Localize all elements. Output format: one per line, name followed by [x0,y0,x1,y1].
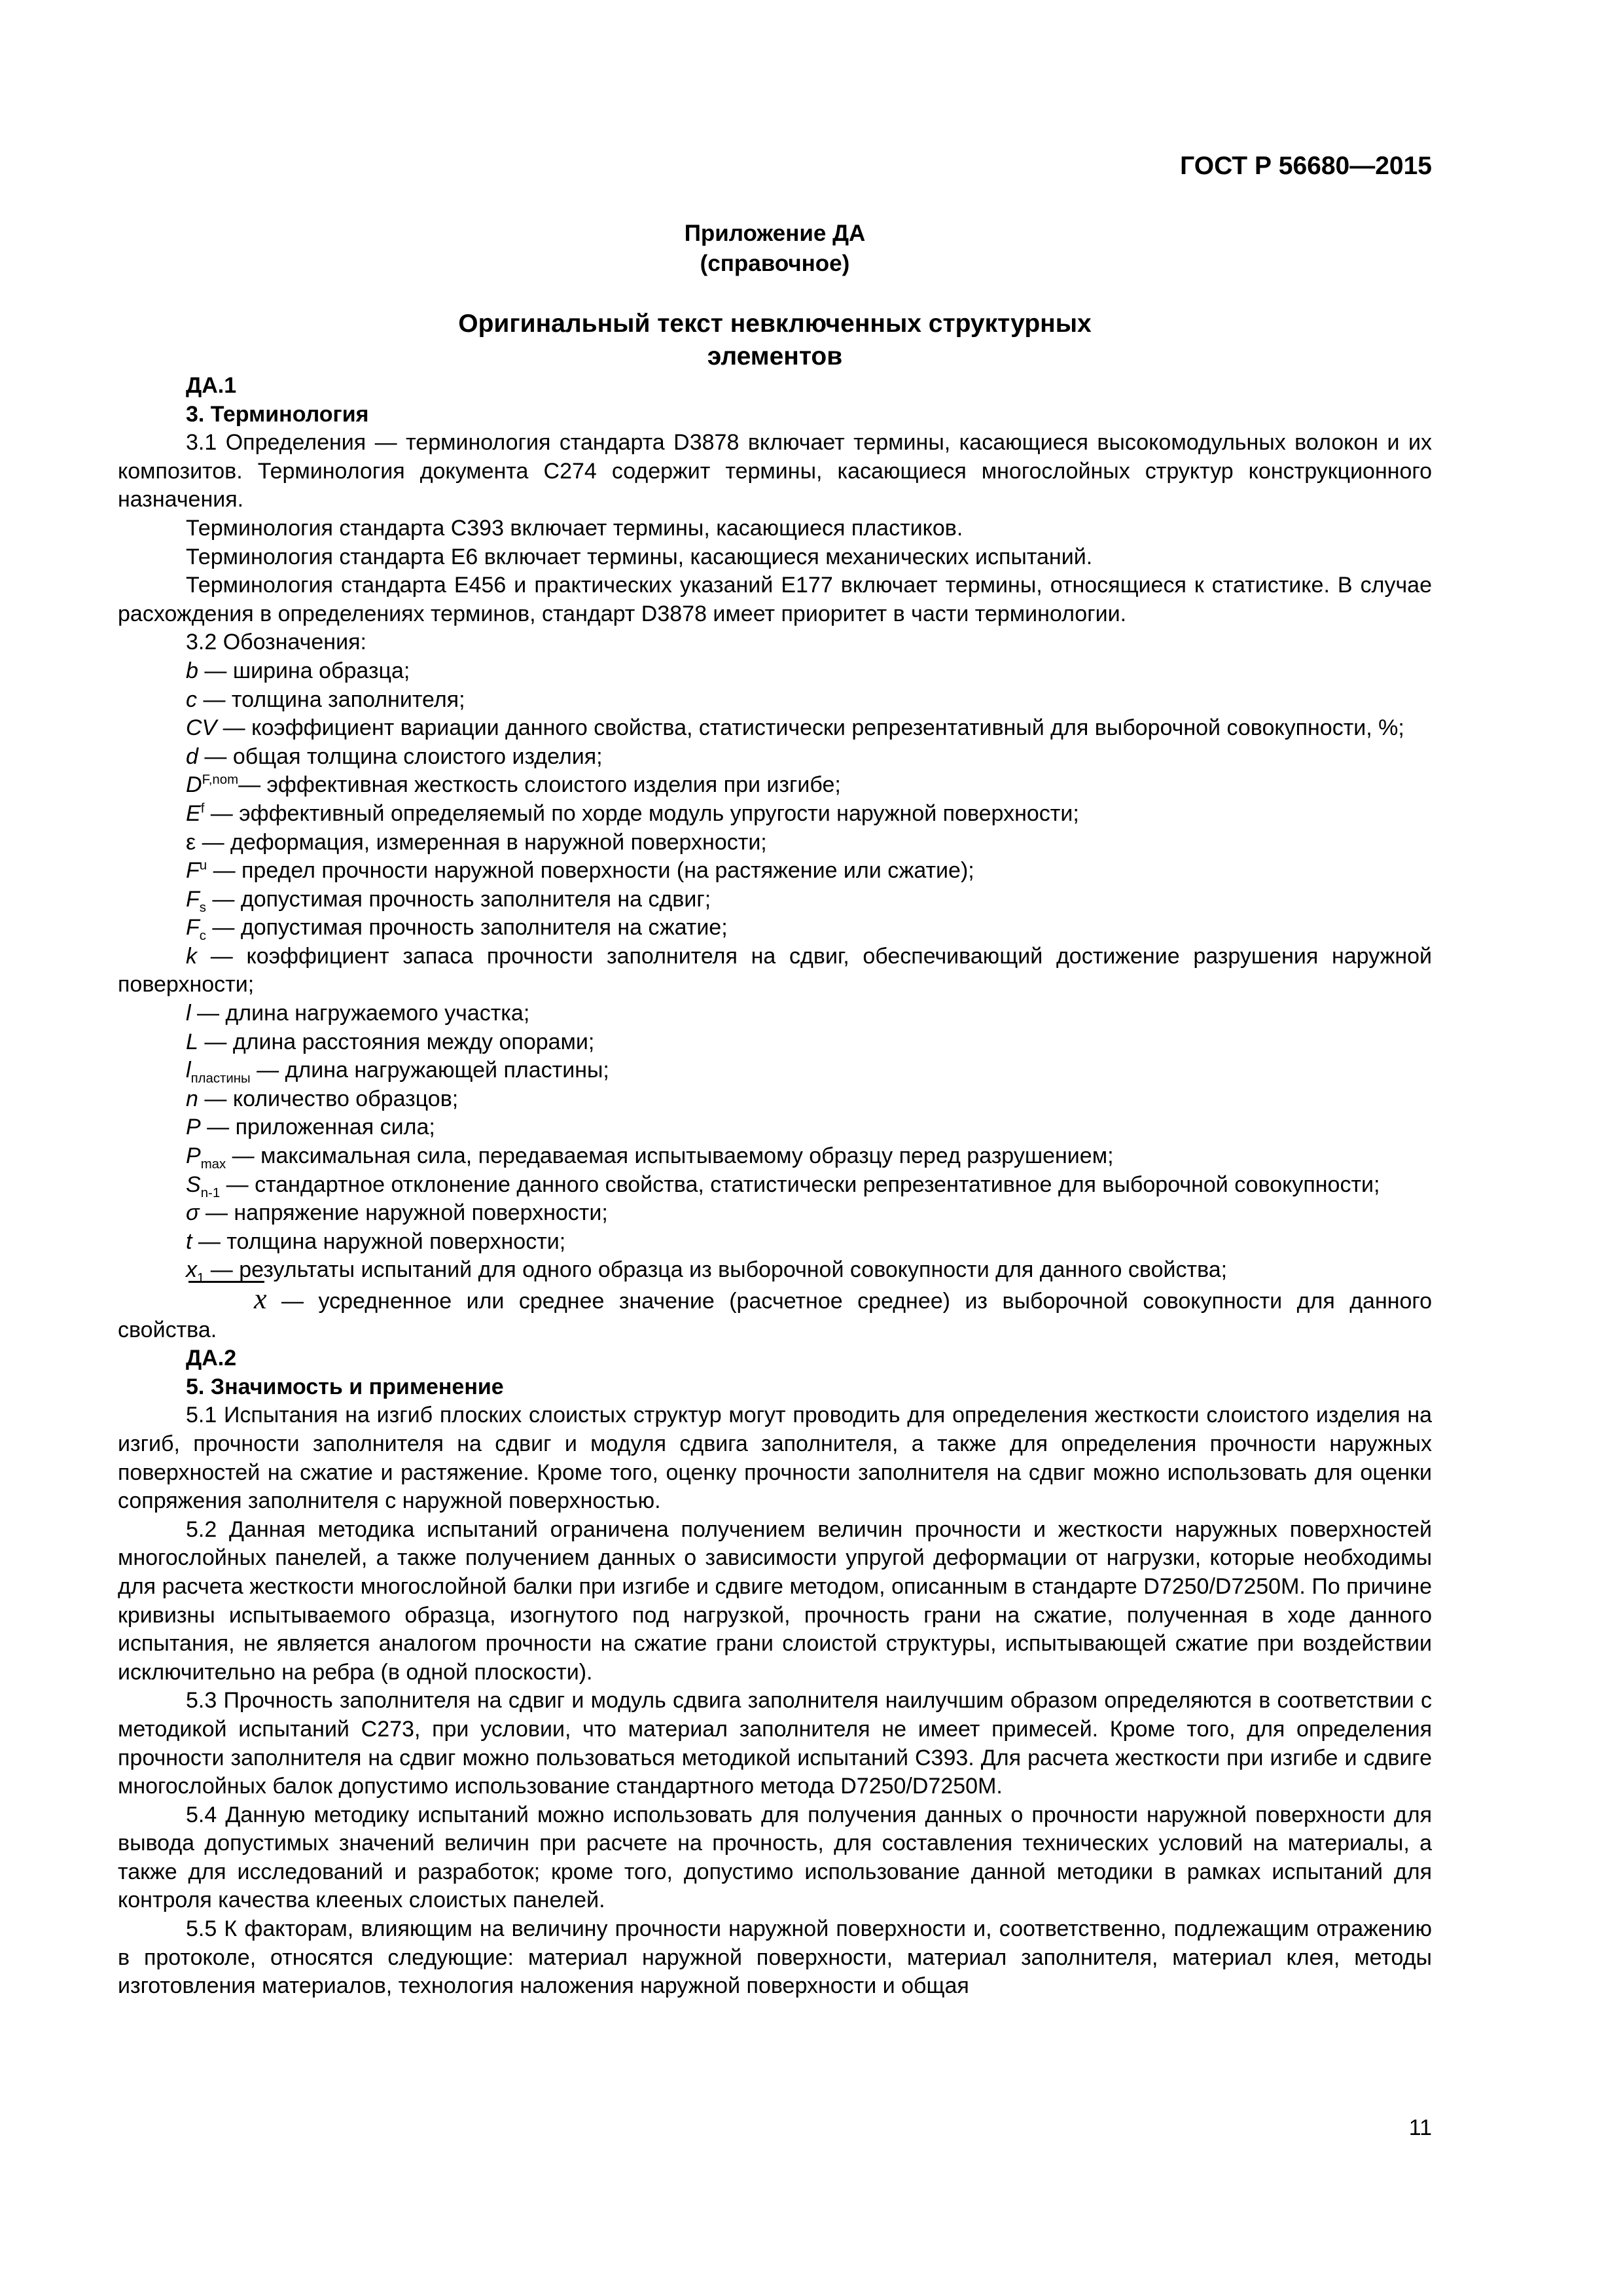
definition-item [118,857,1432,886]
definition-symbol: t [186,1229,192,1254]
definition-item [118,1085,1432,1114]
definition-symbol: F [186,915,200,941]
definition-text: — коэффициент запаса прочности заполнителя на сдвиг, обеспечивающий достижение разрушения наружной поверхности; [118,943,1432,997]
paragraph: Терминология стандарта E6 включает термины, касающиеся механических испытаний. [186,544,1093,569]
definition-text: ε — деформация, измеренная в наружной поверхности; [186,829,767,855]
paragraph: Терминология стандарта E456 и практических указаний E177 включает термины, относящиеся к статистике. В случае расхождения в определениях терминов, стандарт D3878 имеет приоритет в части терминологии. [118,573,1432,626]
definition-subscript: 1 [197,1271,205,1286]
definition-item [118,1056,1432,1085]
x-bar-symbol: x [186,1285,267,1314]
section-code: ДА.1 [186,373,237,398]
definition-symbol: l [186,1001,191,1026]
definition-item [118,743,1432,772]
section-heading: 3. Терминология [186,401,369,427]
definition-superscript: u [199,858,207,873]
definition-subscript: n-1 [200,1185,221,1200]
section-heading: 5. Значимость и применение [186,1374,504,1399]
definition-text: — длина нагружаемого участка; [190,1001,530,1026]
definition-symbol: n [186,1086,198,1111]
definition-text: — толщина наружной поверхности; [192,1229,566,1254]
definition-symbol: F [186,858,200,884]
page-number: 11 [1408,2115,1432,2140]
appendix-heading [118,219,1432,279]
definition-symbol: CV [186,715,217,741]
definition-symbol: S [186,1172,201,1197]
definition-subscript: пластины [190,1071,251,1086]
definition-item [118,829,1432,857]
definition-symbol: L [186,1029,198,1054]
paragraph: 5.1 Испытания на изгиб плоских слоистых структур могут проводить для определения жесткости слоистого изделия на изгиб, прочности заполнителя на сдвиг и модуля сдвига заполнителя, а также для определения прочности наружных поверхностей на сжатие и растяжение. Кроме того, оценку прочности заполнителя на сдвиг можно использовать для оценки сопряжения заполнителя с наружной поверхностью. [118,1403,1432,1514]
definition-item [118,686,1432,715]
definition-text: — общая толщина слоистого изделия; [198,744,603,769]
paragraph: 5.5 К факторам, влияющим на величину прочности наружной поверхности и, соответственно, подлежащим отражению в протоколе, относятся следующие: материал наружной поверхности, материал заполнителя, материал клея, методы изготовления материалов, технология наложения наружной поверхности и общая [118,1916,1432,1999]
definition-item [118,1199,1432,1228]
section-code: ДА.2 [186,1346,237,1371]
definition-text: — стандартное отклонение данного свойства, статистически репрезентативное для выборочной совокупности; [220,1172,1380,1197]
definition-symbol: x [186,1257,197,1283]
paragraph: 3.1 Определения — терминология стандарта D3878 включает термины, касающиеся высокомодульных волокон и их композитов. Терминология документа C274 содержит термины, касающиеся многослойных структур конструкционного назначения. [118,430,1432,512]
definition-subscript: max [200,1157,226,1172]
definition-text: — количество образцов; [198,1086,459,1111]
definition-text: — допустимая прочность заполнителя на сжатие; [205,915,728,941]
definition-item [118,657,1432,686]
paragraph: Терминология стандарта C393 включает термины, касающиеся пластиков. [186,515,963,541]
symbol-definitions-list [118,657,1432,1285]
definition-item [118,771,1432,800]
page-title [118,308,1432,373]
definition-symbol: P [186,1143,201,1169]
definition-item [118,999,1432,1028]
definition-text: — эффективная жесткость слоистого изделия при изгибе; [238,772,841,798]
definition-subscript: s [199,900,206,915]
definition-symbol: l [186,1058,191,1083]
definition-superscript: f [200,801,205,816]
definition-symbol: b [186,658,198,683]
definition-symbol: E [186,800,201,826]
definition-symbol: c [186,687,197,712]
definition-text: — ширина образца; [198,658,410,683]
definition-item [118,1285,1432,1344]
definition-text: — предел прочности наружной поверхности (на растяжение или сжатие); [207,858,974,884]
definition-item [118,914,1432,942]
paragraph: 3.2 Обозначения: [186,630,366,655]
definition-item [118,1113,1432,1142]
definition-symbol: D [186,772,202,798]
definition-symbol: k [186,943,197,969]
definition-symbol: P [186,1115,201,1140]
definition-text: — результаты испытаний для одного образца из выборочной совокупности для данного свойства; [204,1257,1228,1283]
definition-text: — максимальная сила, передаваемая испытываемому образцу перед разрушением; [226,1143,1114,1169]
definition-symbol: d [186,744,198,769]
definition-symbol: σ [186,1200,200,1226]
definition-text: — усредненное или среднее значение (расчетное среднее) из выборочной совокупности для данного свойства. [118,1289,1432,1342]
definition-text: — длина расстояния между опорами; [198,1029,595,1054]
definition-text: — приложенная сила; [200,1115,435,1140]
appendix-label: Приложение ДА [684,221,866,246]
definition-superscript: F,nom [202,772,239,787]
definition-item [118,1256,1432,1285]
paragraph: 5.3 Прочность заполнителя на сдвиг и модуль сдвига заполнителя наилучшим образом определяются в соответствии с методикой испытаний C273, при условии, что материал заполнителя не имеет примесей. Кроме того, для определения прочности заполнителя на сдвиг можно пользоваться методикой испытаний C393. Для расчета жесткости при изгибе и сдвиге многослойных балок допустимо использование стандартного метода D7250/D7250M. [118,1688,1432,1799]
definition-text: — длина нагружающей пластины; [250,1058,609,1083]
appendix-type: (справочное) [700,251,850,276]
definition-item [118,886,1432,914]
definition-symbol: F [186,886,200,912]
definition-item [118,1028,1432,1057]
paragraph: 5.2 Данная методика испытаний ограничена получением величин прочности и жесткости наружных поверхностей многослойных панелей, а также получением данных о зависимости упругой деформации от нагрузки, которые необходимы для расчета жесткости многослойной балки при изгибе и сдвиге методом, описанным в стандарте D7250/D7250M. По причине кривизны испытываемого образца, изогнутого под нагрузкой, прочность грани на сжатие, полученная в ходе данного испытания, не является аналогом прочности на сжатие грани слоистой структуры, испытывающей сжатие при воздействии исключительно на ребра (в одной плоскости). [118,1516,1432,1685]
definition-subscript: c [199,929,206,944]
definition-item [118,942,1432,999]
definition-item [118,1171,1432,1200]
paragraph: 5.4 Данную методику испытаний можно использовать для получения данных о прочности наружной поверхности для вывода допустимых значений величин при расчете на прочность, для составления технических условий на материалы, а также для исследований и разработок; кроме того, допустимо использование данной методики в рамках испытаний для контроля качества клееных слоистых панелей. [118,1802,1432,1913]
definition-text: — толщина заполнителя; [197,687,465,712]
definition-text: — напряжение наружной поверхности; [199,1200,608,1226]
title-line-1: Оригинальный текст невключенных структурных [458,310,1092,338]
definition-text: — эффективный определяемый по хорде модуль упругости наружной поверхности; [204,800,1079,826]
definition-item [118,800,1432,829]
definition-item [118,1228,1432,1257]
document-body [118,372,1432,2001]
document-id-header: ГОСТ Р 56680—2015 [1180,152,1432,180]
definition-text: — допустимая прочность заполнителя на сдвиг; [205,886,711,912]
definition-item [118,714,1432,743]
title-line-2: элементов [707,342,843,370]
definition-item [118,1142,1432,1171]
definition-text: — коэффициент вариации данного свойства, статистически репрезентативный для выборочной совокупности, %; [217,715,1404,741]
